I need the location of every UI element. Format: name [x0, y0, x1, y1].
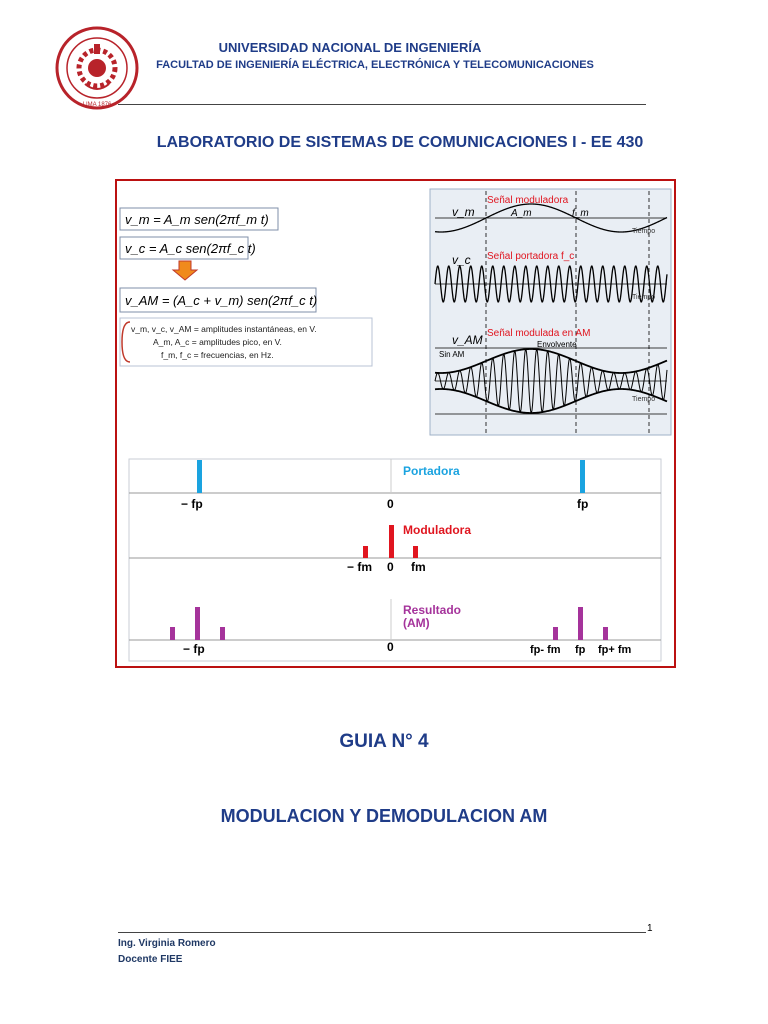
- tick-neg-fp-1: − fp: [181, 497, 203, 511]
- vm-label: v_m: [452, 205, 475, 219]
- spectrum-am-neg-carrier: [195, 607, 200, 640]
- tick-neg-fm: − fm: [347, 560, 373, 574]
- spectrum-portadora-label: Portadora: [403, 464, 460, 478]
- guide-number: GUIA N° 4: [339, 731, 429, 752]
- faculty-name: FACULTAD DE INGENIERÍA ELÉCTRICA, ELECTRÓNICA Y TELECOMUNICACIONES: [156, 59, 594, 71]
- spectrum-mod-neg-bar: [363, 546, 368, 558]
- tick-fp-2: fp: [575, 644, 586, 656]
- tick-zero-1: 0: [387, 497, 394, 511]
- time-label-3: Tiempo: [632, 396, 656, 403]
- author-role: Docente FIEE: [118, 954, 183, 965]
- spectrum-carrier-pos-bar: [580, 460, 585, 493]
- spectrum-mod-dc-bar: [389, 525, 394, 558]
- page-number: 1: [647, 923, 653, 934]
- tick-fm: fm: [411, 560, 426, 574]
- document-title: MODULACION Y DEMODULACION AM: [220, 806, 548, 826]
- tick-zero-3: 0: [387, 640, 394, 654]
- legend-line-3: f_m, f_c = frecuencias, en Hz.: [161, 350, 274, 360]
- spectrum-am-pos-lsb: [553, 627, 558, 640]
- am-label: A_m: [511, 208, 532, 219]
- time-label-2: Tiempo: [632, 294, 656, 301]
- spectrum-mod-pos-bar: [413, 546, 418, 558]
- tick-zero-2: 0: [387, 560, 394, 574]
- no-am-label: Sin AM: [439, 350, 465, 359]
- tick-neg-fp-2: − fp: [183, 642, 205, 656]
- waveform-panel: [430, 189, 671, 435]
- eq-vam: v_AM = (A_c + v_m) sen(2πf_c t): [125, 293, 318, 308]
- wave-am-label: Señal modulada en AM: [487, 328, 591, 339]
- lab-title: LABORATORIO DE SISTEMAS DE COMUNICACIONES I - EE 430: [156, 134, 644, 151]
- spectrum-am-pos-carrier: [578, 607, 583, 640]
- legend-line-2: A_m, A_c = amplitudes pico, en V.: [153, 337, 282, 347]
- time-label-1: Tiempo: [632, 228, 656, 235]
- envelope-label: Envolvente: [537, 340, 577, 349]
- wave-mod-label: Señal moduladora: [487, 195, 569, 206]
- spectrum-moduladora-label: Moduladora: [403, 523, 471, 537]
- author-name: Ing. Virginia Romero: [118, 938, 216, 949]
- fm-label: f_m: [572, 208, 589, 219]
- spectrum-carrier-neg-bar: [197, 460, 202, 493]
- wave-car-label: Señal portadora f_c: [487, 251, 575, 262]
- eq-vc: v_c = A_c sen(2πf_c t): [125, 241, 256, 256]
- spectrum-am-pos-usb: [603, 627, 608, 640]
- spectrum-am-neg-lsb: [170, 627, 175, 640]
- svg-text:LIMA 1876: LIMA 1876: [82, 102, 112, 108]
- vam-label: v_AM: [452, 333, 483, 347]
- university-name: UNIVERSIDAD NACIONAL DE INGENIERÍA: [218, 40, 482, 55]
- spectrum-am-neg-usb: [220, 627, 225, 640]
- tick-fp-minus-fm: fp- fm: [530, 644, 561, 656]
- spectrum-panel: [129, 459, 661, 661]
- header-divider: [118, 104, 646, 105]
- figure-svg: [117, 181, 674, 666]
- eq-vm: v_m = A_m sen(2πf_m t): [125, 212, 269, 227]
- spectrum-am-label: (AM): [403, 616, 430, 630]
- legend-line-1: v_m, v_c, v_AM = amplitudes instantáneas, en V.: [131, 324, 317, 334]
- footer-divider: [118, 932, 646, 933]
- am-modulation-figure: [115, 179, 676, 668]
- arrow-down-icon: [173, 261, 197, 280]
- vc-label: v_c: [452, 253, 471, 267]
- tick-fp-1: fp: [577, 497, 589, 511]
- footer-author: [118, 936, 216, 968]
- spectrum-resultado-label: Resultado: [403, 603, 462, 617]
- tick-fp-plus-fm: fp+ fm: [598, 644, 632, 656]
